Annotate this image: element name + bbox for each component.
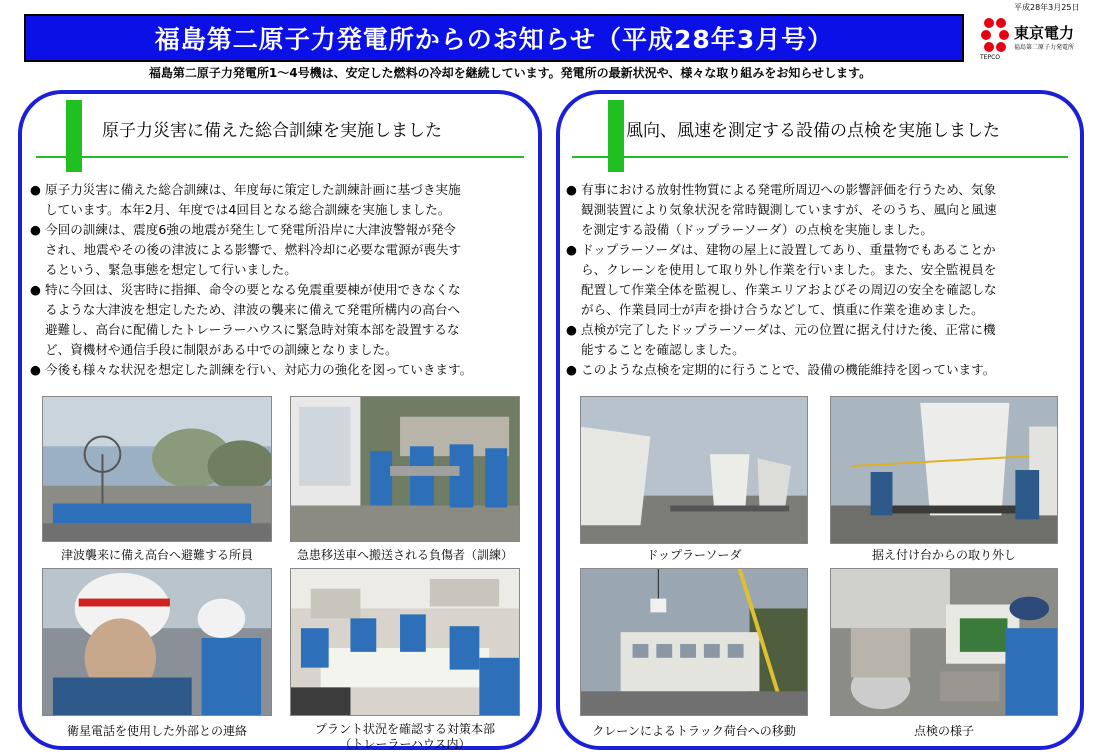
bullet-line: 原子力災害に備えた総合訓練は、年度毎に策定した訓練計画に基づき実施 (45, 182, 461, 197)
bullet-dot: ● (566, 242, 577, 257)
logo-tepco: TEPCO (980, 54, 1000, 61)
bullet-line: このような点検を定期的に行うことで、設備の機能維持を図っています。 (581, 362, 996, 377)
bullet-line: され、地震やその後の津波による影響で、燃料冷却に必要な電源が喪失す (45, 242, 462, 257)
bullet-line: ドップラーソーダは、建物の屋上に設置してあり、重量物でもあることか (581, 242, 996, 257)
issue-date: 平成28年3月25日 (1014, 3, 1080, 12)
bullet-dot: ● (30, 282, 41, 297)
caption-inspection-work: 点検の様子 (913, 724, 974, 738)
bullet-line: しています。本年2月、年度では4回目となる総合訓練を実施しました。 (45, 202, 451, 217)
bullet-item (30, 220, 540, 280)
logo-plant-name: 福島第二原子力発電所 (1014, 44, 1075, 51)
tepco-logo-icon (980, 16, 1010, 54)
training-title: 原子力災害に備えた総合訓練を実施しました (102, 121, 442, 141)
bullet-line: がら、作業員同士が声を掛け合うなどして、慎重に作業を進めました。 (581, 302, 984, 317)
ambulance-photo (290, 396, 520, 542)
bullet-line: ど、資機材や通信手段に制限がある中での訓練となりました。 (45, 342, 398, 357)
bullet-line: ら、クレーンを使用して取り外し作業を行いました。また、安全監視員を (581, 262, 997, 277)
bullet-item (30, 180, 540, 220)
bullet-line: るという、緊急事態を想定して行いました。 (45, 262, 297, 277)
training-panel (18, 90, 542, 750)
inspection-title: 風向、風速を測定する設備の点検を実施しました (626, 121, 1000, 141)
bullet-line: 配置して作業全体を監視し、作業エリアおよびその周辺の安全を確認しな (581, 282, 997, 297)
caption-removal: 据え付け台からの取り外し (871, 548, 1016, 562)
section-marker (608, 100, 624, 172)
bullet-item (566, 240, 1080, 320)
bullet-line: 避難し、高台に配備したトレーラーハウスに緊急時対策本部を設置するな (45, 322, 460, 337)
bullet-item (566, 320, 1080, 360)
bullet-item (566, 360, 1080, 380)
training-bullets (30, 180, 540, 380)
bullet-line: を測定する設備（ドップラーソーダ）の点検を実施しました。 (581, 222, 933, 237)
command-hq-photo (290, 568, 520, 716)
bullet-line: 今後も様々な状況を想定した訓練を行い、対応力の強化を図っていきます。 (45, 362, 473, 377)
crane-photo (580, 568, 808, 716)
section-underline (572, 156, 1068, 158)
inspection-panel (556, 90, 1084, 750)
bullet-dot: ● (30, 222, 41, 237)
bullet-dot: ● (30, 182, 41, 197)
bullet-line: 有事における放射性物質による発電所周辺への影響評価を行うため、気象 (581, 182, 997, 197)
evacuation-photo (42, 396, 272, 542)
bullet-dot: ● (566, 362, 577, 377)
bullet-dot: ● (30, 362, 41, 377)
bullet-item (30, 280, 540, 360)
bullet-dot: ● (566, 182, 577, 197)
section-underline (36, 156, 524, 158)
satellite-phone-photo (42, 568, 272, 716)
caption-crane: クレーンによるトラック荷台への移動 (592, 724, 796, 738)
inspection-work-photo (830, 568, 1058, 716)
newsletter-title (24, 14, 964, 62)
intro-text: 福島第二原子力発電所1～4号機は、安定した燃料の冷却を継続しています。発電所の最新状況や、様々な取り組みをお知らせします。 (148, 66, 872, 80)
company-logo (978, 12, 1094, 60)
caption-evacuation: 津波襲来に備え高台へ避難する所員 (60, 548, 253, 562)
inspection-bullets (566, 180, 1080, 380)
caption-command-hq-line2: （トレーラーハウス内） (339, 737, 471, 751)
bullet-line: 観測装置により気象状況を常時観測していますが、そのうち、風向と風速 (581, 202, 997, 217)
caption-ambulance: 急患移送車へ搬送される負傷者（訓練） (296, 548, 513, 562)
bullet-line: 今回の訓練は、震度6強の地震が発生して発電所沿岸に大津波警報が発令 (45, 222, 457, 237)
bullet-line: 点検が完了したドップラーソーダは、元の位置に据え付けた後、正常に機 (581, 322, 996, 337)
bullet-item (566, 180, 1080, 240)
section-marker (66, 100, 82, 172)
logo-company-name: 東京電力 (1014, 24, 1075, 42)
removal-photo (830, 396, 1058, 544)
caption-command-hq-line1: プラント状況を確認する対策本部 (314, 722, 495, 736)
newsletter-title-text: 福島第二原子力発電所からのお知らせ（平成28年3月号） (154, 25, 834, 54)
caption-doppler-sodar: ドップラーソーダ (646, 548, 742, 562)
bullet-item (30, 360, 540, 380)
bullet-line: るような大津波を想定したため、津波の襲来に備えて発電所構内の高台へ (45, 302, 461, 317)
bullet-line: 特に今回は、災害時に指揮、命令の要となる免震重要棟が使用できなくな (45, 282, 461, 297)
bullet-line: 能することを確認しました。 (581, 342, 745, 357)
doppler-sodar-photo (580, 396, 808, 544)
caption-satellite-phone: 衛星電話を使用した外部との連絡 (66, 724, 247, 738)
caption-command-hq (284, 722, 526, 752)
bullet-dot: ● (566, 322, 577, 337)
